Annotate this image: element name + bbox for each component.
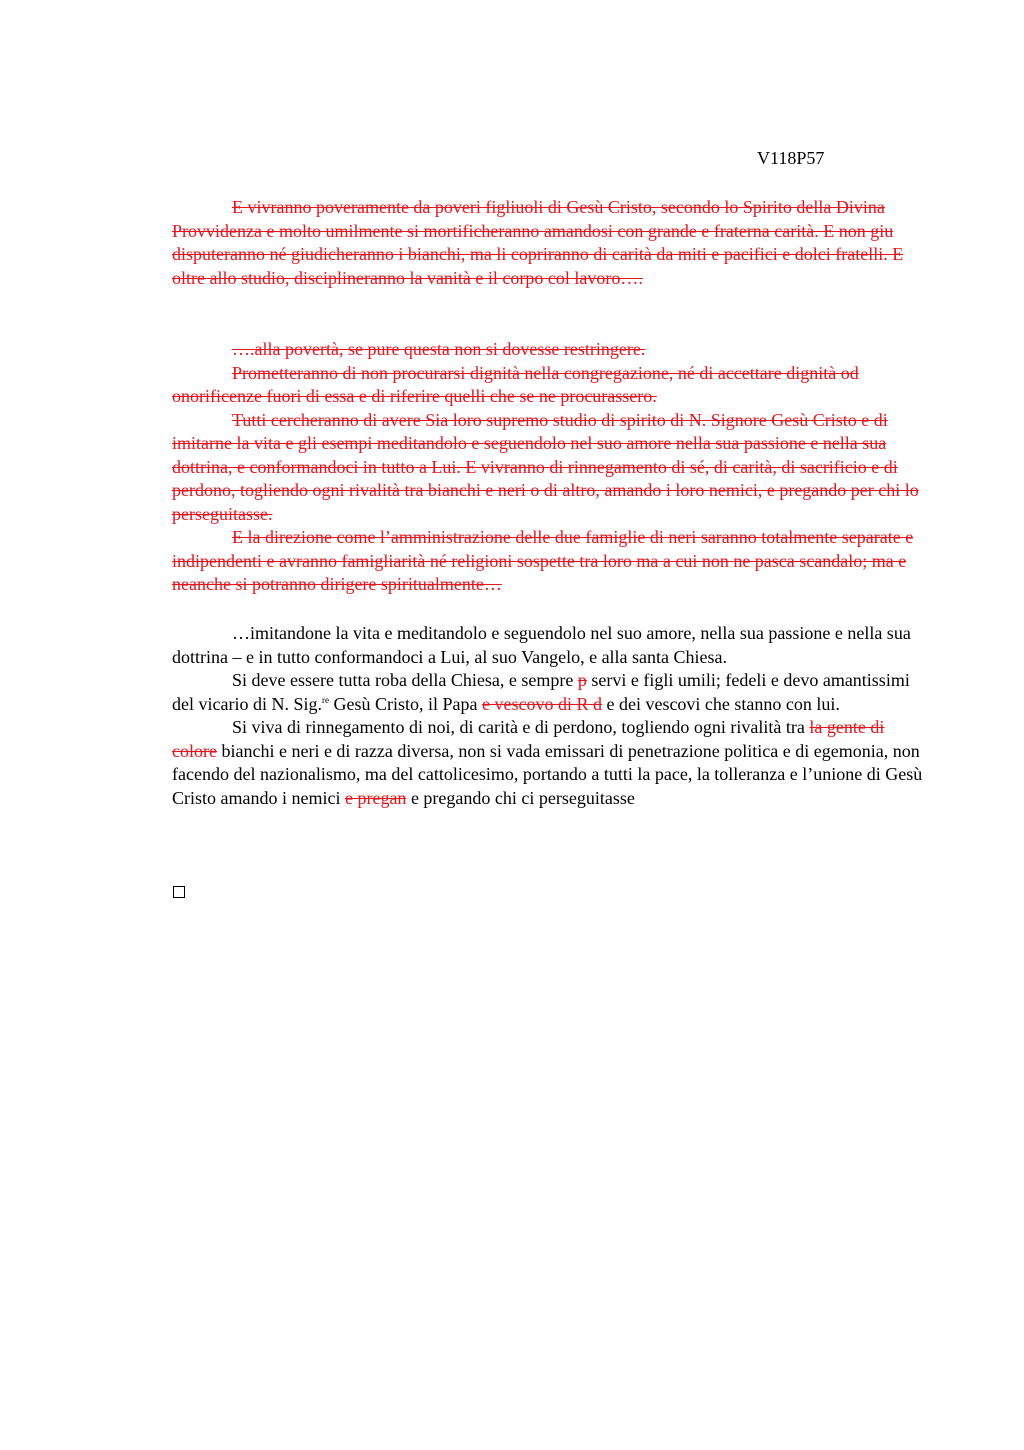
text-run: Si deve essere tutta roba della Chiesa, e sempre (232, 670, 578, 690)
text-run: bianchi e neri e di razza diversa, non si vada emissari di penetrazione politica e di egemonia, non facendo del nazionalismo, ma del cattolicesimo, portando a tutti la pace, la tolleranza e l’unione di Gesù Cristo amando i nemici (172, 740, 923, 808)
deleted-paragraph: E vivranno poveramente da poveri figliuoli di Gesù Cristo, secondo lo Spirito della Divina Provvidenza e molto umilmente si mortificheranno amandosi con grande e fraterna carità. E non giu disputeranno né giudicheranno i bianchi, ma li copriranno di carità da miti e pacifici e dolci fratelli. E oltre allo studio, disciplineranno la vanità e il corpo col lavoro…. (172, 197, 904, 288)
text-run: servi e figli umili; fedeli e devo amantissimi del vicario di N. Sig. (172, 670, 910, 714)
text-run: Si viva di rinnegamento di noi, di carità e di perdono, togliendo ogni rivalità tra (232, 717, 810, 737)
body-paragraph: …imitandone la vita e meditandolo e seguendolo nel suo amore, nella sua passione e nella sua dottrina – e in tutto conformandoci a Lui, al suo Vangelo, e alla santa Chiesa. (172, 623, 911, 667)
text-run: Gesù Cristo, il Papa (328, 693, 482, 714)
empty-square-glyph (173, 886, 185, 898)
final-text-block (172, 622, 932, 810)
deleted-paragraph: Tutti cercheranno di avere Sia loro supremo studio di spirito di N. Signore Gesù Cristo e di imitarne la vita e gli esempi meditandolo e seguendolo nel suo amore nella sua passione e nella sua dottrina, e conformandoci in tutto a Lui. E vivranno di rinnegamento di sé, di carità, di sacrificio e di perdono, togliendo ogni rivalità tra bianchi e neri o di altro, amando i loro nemici, e pregando per chi lo perseguitasse. (172, 409, 919, 524)
deleted-paragraph: ….alla povertà, se pure questa non si dovesse restringere. (232, 339, 646, 359)
deleted-paragraph-group-2 (172, 338, 932, 597)
deleted-paragraph: Prometteranno di non procurarsi dignità nella congregazione, né di accettare dignità od onorificenze fuori di essa e di riferire quelli che se ne procurassero. (172, 362, 859, 406)
body-paragraph (172, 716, 932, 810)
deleted-phrase: e vescovo di R d (481, 693, 602, 714)
text-run: e pregando chi ci perseguitasse (406, 787, 635, 808)
text-run: e dei vescovi che stanno con lui. (601, 693, 840, 714)
document-reference: V118P57 (757, 148, 825, 168)
deleted-paragraph: E la direzione come l’amministrazione delle due famiglie di neri saranno totalmente separate e indipendenti e avranno famigliarità né religioni sospette tra loro ma a cui non ne pasca scandalo; ma e neanche si potranno dirigere spiritualmente… (172, 527, 914, 594)
deleted-word: p (577, 670, 587, 690)
deleted-phrase: la gente di colore (172, 717, 885, 761)
superscript-abbrev: re (321, 694, 329, 705)
deleted-paragraph-group-1 (172, 196, 932, 290)
deleted-phrase: e pregan (344, 787, 407, 808)
body-paragraph (172, 669, 932, 716)
